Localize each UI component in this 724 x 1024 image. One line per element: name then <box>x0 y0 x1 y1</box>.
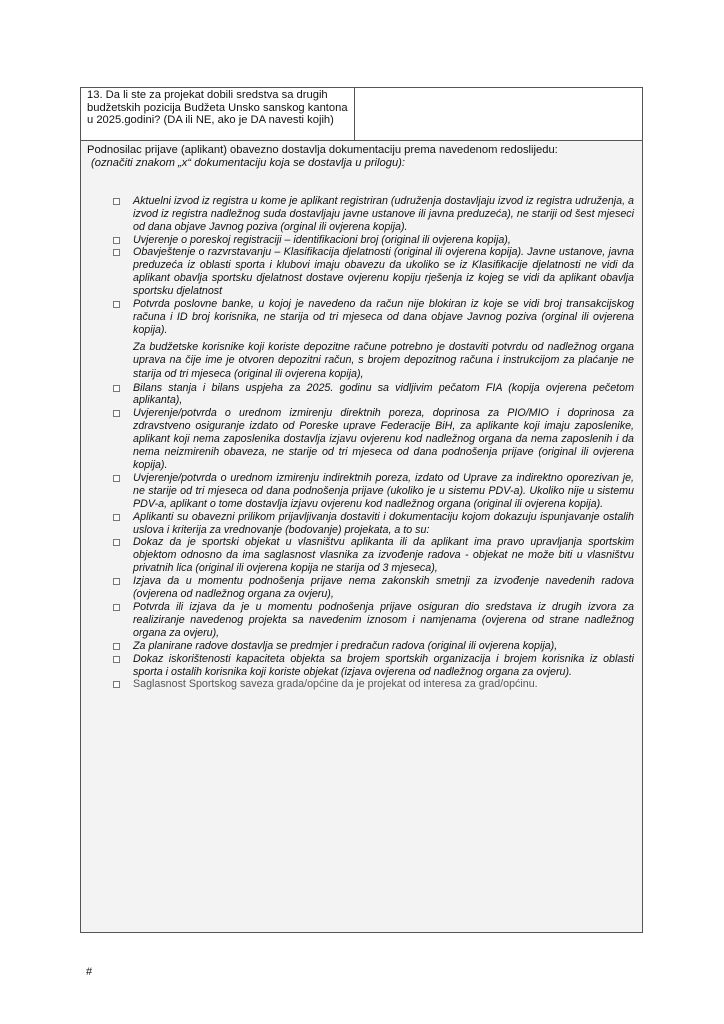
checkbox-icon[interactable] <box>113 475 120 482</box>
checklist-item-text: Bilans stanja i bilans uspjeha za 2025. godinu sa vidljivim pečatom FIA (kopija ovjerena pečetom aplikanta), <box>133 381 634 407</box>
checklist-item <box>87 653 636 679</box>
checkbox-icon[interactable] <box>113 656 120 663</box>
checkbox-icon[interactable] <box>113 237 120 244</box>
checklist-item-extra-text: Za budžetske korisnike koji koriste depozitne račune potrebno je dostaviti potvrdu od nadležnog organa uprava na čije ime je otvoren depozitni račun, s brojem depozitnog računa i instrukcijom za plaćanje ne starija od tri mjeseca (original ili ovjerena kopija), <box>133 340 634 380</box>
checklist-item <box>87 678 636 691</box>
checklist-item <box>87 234 636 247</box>
checklist-item <box>87 407 636 472</box>
checkbox-icon[interactable] <box>113 301 120 308</box>
checklist-item-text: Za planirane radove dostavlja se predmjer i predračun radova (original ili ovjerena kopija), <box>133 639 558 652</box>
question-13-answer-cell[interactable] <box>355 88 642 140</box>
checkbox-icon[interactable] <box>113 578 120 585</box>
checklist-item <box>87 246 636 298</box>
checklist-item <box>87 536 636 575</box>
checklist-item-text: Izjava da u momentu podnošenja prijave nema zakonskih smetnji za izvođenje navedenih radova (ovjerena od nadležnog organa za ovjeru), <box>133 575 634 601</box>
checkbox-icon[interactable] <box>113 385 120 392</box>
checklist-item-text: Dokaz iskorištenosti kapaciteta objekta sa brojem sportskih organizacija i brojem korisnika iz oblasti sporta i ostalih korisnika koji koriste objekat (izjava ovjerena od nadležnog organa za ovjeru). <box>133 652 634 678</box>
checklist-item-text: Uvjerenje/potvrda o urednom izmirenju indirektnih poreza, izdato od Uprave za indirektno oporezivan je, ne starije od tri mjeseca od dana podnošenja prijave (ukoliko je u sistemu PDV-a). Ukoliko nije u sistemu PDV-a, aplikant o tome dostavlja izjavu ovjerenu kod nadležnog organa (original ili ovjerena kopija). <box>133 471 634 510</box>
checklist-item-text: Uvjerenje o poreskoj registraciji – identifikacioni broj (original ili ovjerena kopija), <box>133 233 511 246</box>
checklist-item-text: Aplikanti su obavezni prilikom prijavljivanja dostaviti i dokumentaciju kojom dokazuju ispunjavanje ostalih uslova i kriterija za vrednovanje (bodovanje) projekata, a to su: <box>133 510 634 536</box>
question-13-row <box>80 87 643 141</box>
checklist-item <box>87 640 636 653</box>
checklist-item-text: Obavještenje o razvrstavanju – Klasifikacija djelatnosti (original ili ovjerena kopija). Javne ustanove, javna preduzeća iz oblasti sporta i klubovi imaju obavezu da ukoliko se iz Klasifikacije djelatnosti ne vidi da aplikant obavlja sportsku djelatnost dostave ovjerenu kopiju rješenja iz kojeg se vidi da aplikant obavlja sportsku djelatnost <box>133 246 634 298</box>
checkbox-icon[interactable] <box>113 539 120 546</box>
checklist-item <box>87 382 636 408</box>
checklist-item <box>87 511 636 537</box>
documentation-instruction: (označiti znakom „x“ dokumentaciju koja se dostavlja u prilogu): <box>91 157 406 170</box>
checkbox-icon[interactable] <box>113 514 120 521</box>
documentation-section <box>80 140 643 933</box>
documentation-intro: Podnosilac prijave (aplikant) obavezno dostavlja dokumentaciju prema navedenom redoslijedu: <box>87 144 558 156</box>
question-13-text: 13. Da li ste za projekat dobili sredstva sa drugih budžetskih pozicija Budžeta Unsko sanskog kantona u 2025.godini? (DA ili NE, ako je DA navesti kojih) <box>81 88 355 140</box>
checklist-item <box>87 575 636 601</box>
checklist-item-text: Potvrda poslovne banke, u kojoj je navedeno da račun nije blokiran iz koje se vidi broj transakcijskog računa i ID broj korisnika, ne starija od tri mjeseca od dana objave Javnog poziva (orginal ili ovjerena kopija). <box>133 298 634 336</box>
checklist-item-text: Aktuelni izvod iz registra u kome je aplikant registriran (udruženja dostavljaju izvod iz registra udruženja, a izvod iz registra nadležnog suda dostavljaju javne ustanove ili javna preduzeća), ne stariji od šest mjeseci od dana objave Javnog poziva (orginal ili ovjerena kopija). <box>133 194 634 233</box>
checklist-item-text: Dokaz da je sportski objekat u vlasništvu aplikanta ili da aplikant ima pravo upravljanja sportskim objektom odnosno da ima saglasnost vlasnika za izvođenje radova - objekat ne može biti u vlasništvu privatnih lica (original ili ovjerena kopija ne starija od 3 mjeseca), <box>133 536 634 575</box>
checklist-item <box>87 601 636 640</box>
checklist-item-text: Saglasnost Sportskog saveza grada/općine da je projekat od interesa za grad/općinu. <box>133 678 538 691</box>
checkbox-icon[interactable] <box>113 410 120 417</box>
checklist-item <box>87 195 636 234</box>
checklist-item <box>87 472 636 511</box>
checklist-item-text: Potvrda ili izjava da je u momentu podnošenja prijave osiguran dio sredstava iz drugih izvora za realiziranje navedenog projekta sa navedenim iznosom i namjenama (ovjerena od strane nadležnog organa za ovjeru), <box>133 600 634 639</box>
checklist-item-text: Uvjerenje/potvrda o urednom izmirenju direktnih poreza, doprinosa za PIO/MIO i doprinosa za zdravstveno osiguranje izdato od Poreske uprave Federacije BiH, za aplikante koji imaju zaposlenike, aplikant koji nema zaposlenika dostavlja izjavu ovjerenu kod nadležnog organa da nema zaposlenih i da nema neizmirenih obaveza, ne starije od tri mjeseca od dana podnošenja prijave (original ili ovjerena kopija). <box>133 407 634 471</box>
checkbox-icon[interactable] <box>113 681 120 688</box>
footer-mark: # <box>86 966 93 978</box>
documentation-checklist <box>87 195 636 692</box>
checkbox-icon[interactable] <box>113 604 120 611</box>
checkbox-icon[interactable] <box>113 249 120 256</box>
checklist-item <box>87 298 636 382</box>
checkbox-icon[interactable] <box>113 198 120 205</box>
checkbox-icon[interactable] <box>113 643 120 650</box>
